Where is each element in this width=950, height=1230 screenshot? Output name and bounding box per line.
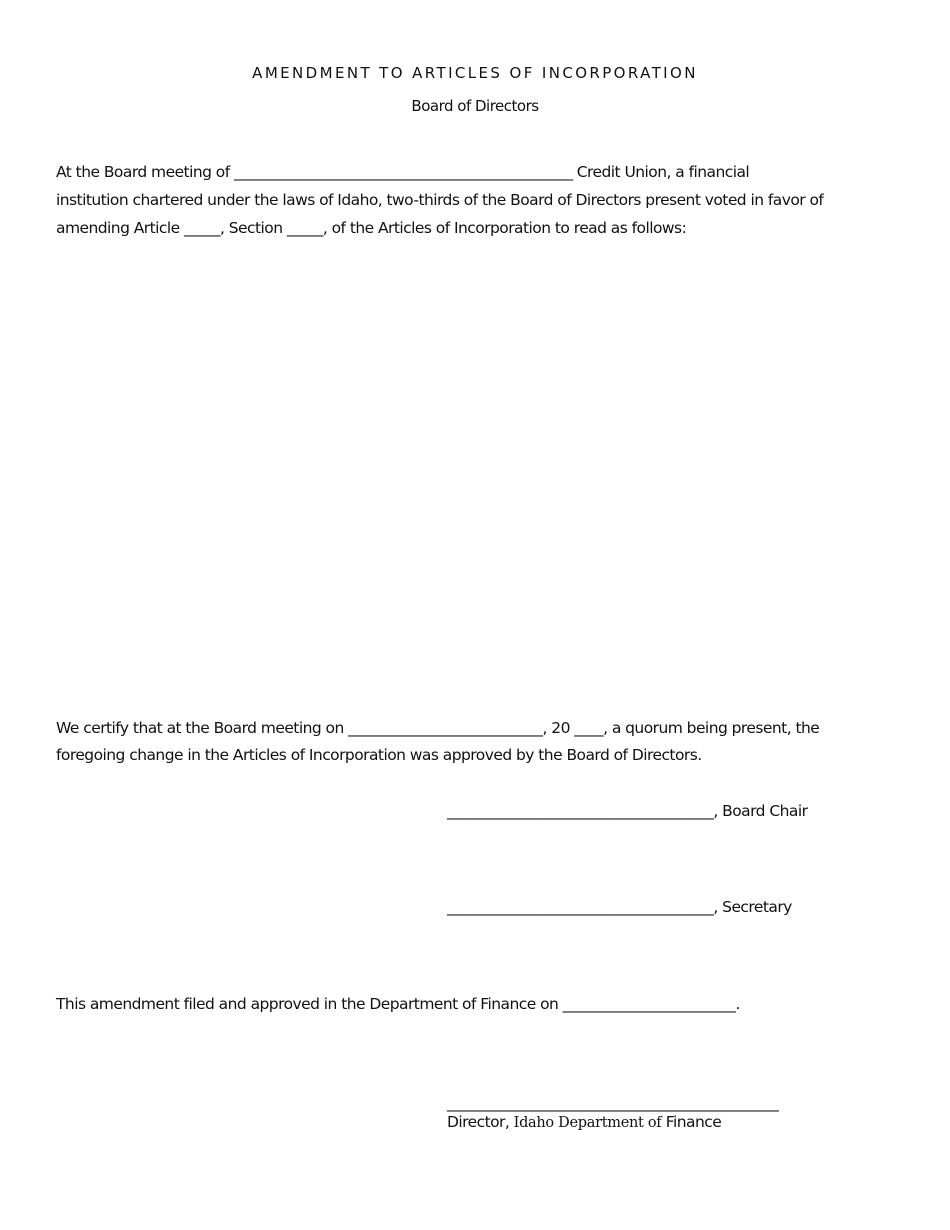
board-chair-signature-line: _____________________________________, Board Chair — [447, 802, 808, 820]
director-label-department: Idaho Department of — [513, 1115, 662, 1131]
paragraph1-line2: institution chartered under the laws of Idaho, two-thirds of the Board of Directors present voted in favor of — [56, 191, 824, 209]
secretary-signature-line: _____________________________________, Secretary — [447, 898, 792, 916]
paragraph1-line3: amending Article _____, Section _____, of the Articles of Incorporation to read as follows: — [56, 219, 687, 237]
filing-statement: This amendment filed and approved in the Department of Finance on ________________________. — [56, 995, 740, 1013]
document-title: AMENDMENT TO ARTICLES OF INCORPORATION — [252, 64, 698, 82]
director-signature-line: ______________________________________________ — [447, 1094, 779, 1112]
director-label-title: Director, — [447, 1113, 510, 1131]
paragraph2-line1: We certify that at the Board meeting on ___________________________, 20 ____, a quorum being present, the — [56, 719, 820, 737]
paragraph1-line1: At the Board meeting of _______________________________________________ Credit Union, a financial — [56, 163, 750, 181]
director-label-finance: Finance — [665, 1113, 722, 1131]
document-subtitle: Board of Directors — [411, 97, 539, 115]
paragraph2-line2: foregoing change in the Articles of Incorporation was approved by the Board of Directors. — [56, 746, 702, 764]
director-label — [447, 1112, 721, 1133]
